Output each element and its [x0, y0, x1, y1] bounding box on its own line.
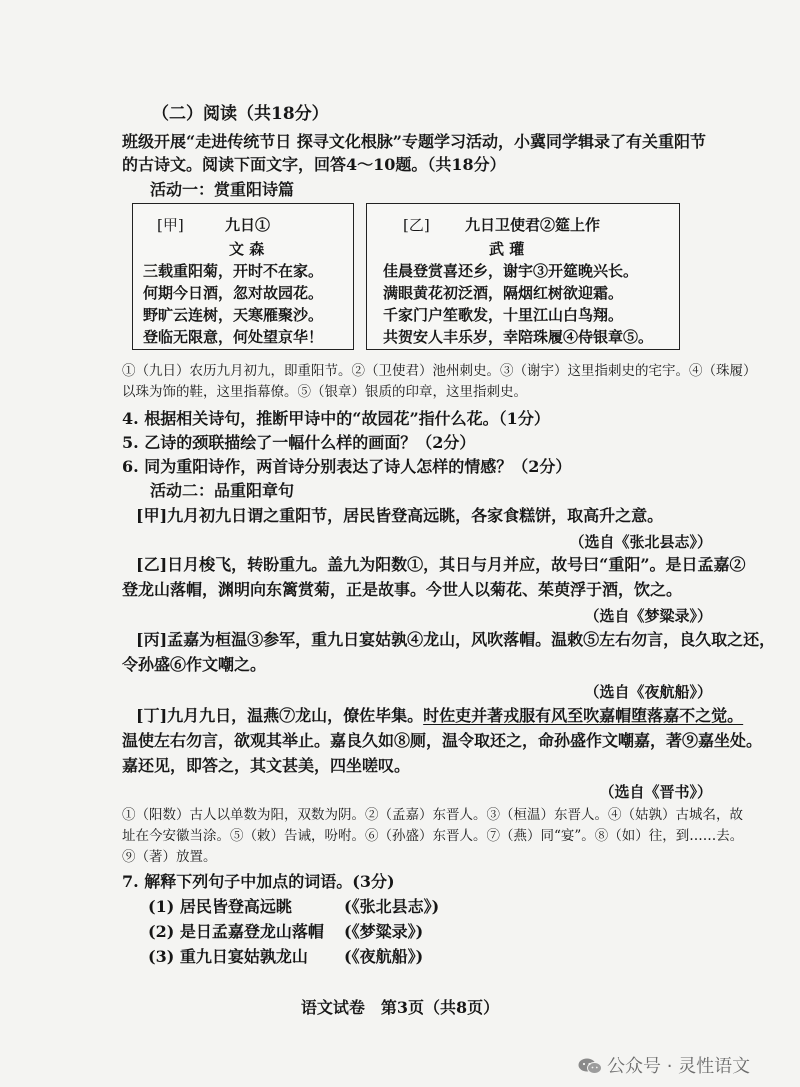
passage-bing-line-1: [丙]孟嘉为桓温③参军，重九日宴姑孰④龙山，风吹落帽。温敕⑤左右勿言，良久取之还， [136, 630, 776, 649]
page-footer: 语文试卷 第3页（共8页） [300, 998, 500, 1017]
passage-yi-line-2: 登龙山落帽，渊明向东篱赏菊，正是故事。今世人以菊花、茱萸浮于酒，饮之。 [122, 580, 683, 599]
passage-jia: [甲]九月初九日谓之重阳节，居民皆登高远眺，各家食糕饼，取高升之意。 [136, 506, 664, 525]
passage-ding-source: （选自《晋书》） [599, 783, 712, 801]
passage-bing-source: （选自《夜航船》） [584, 683, 712, 701]
poem-notes-line-2: 以珠为饰的鞋，这里指幕僚。⑤（银章）银质的印章，这里指刺史。 [122, 384, 527, 400]
passage-ding-line-1-start: [丁]九月九日，温燕⑦龙山，僚佐毕集。 [136, 706, 424, 725]
passage-notes-line-1: ①（阳数）古人以单数为阳，双数为阴。②（孟嘉）东晋人。③（桓温）东晋人。④（姑孰）古城名，故 [122, 807, 743, 823]
q7-item-text: 居民皆登高远眺 [179, 897, 292, 916]
q7-item-source: (《梦粱录》) [344, 922, 424, 941]
passage-notes-line-3: ⑨（著）放置。 [122, 849, 217, 865]
q7-item [148, 947, 308, 967]
poem-jia-line: 三载重阳菊，开时不在家。 [143, 262, 324, 280]
poem-yi-line: 满眼黄花初泛酒，隔烟红树欲迎霜。 [383, 284, 624, 302]
question-6: 6. 同为重阳诗作，两首诗分别表达了诗人怎样的情感？（2分） [122, 457, 572, 476]
poem-yi-author: 武 瓘 [489, 240, 525, 258]
poem-yi-line: 佳晨登赏喜还乡，谢宇③开筵晚兴长。 [383, 262, 639, 280]
poem-jia-title: 九日① [225, 216, 271, 234]
activity-2-heading: 活动二：品重阳章句 [150, 481, 295, 500]
poem-jia-line: 何期今日酒，忽对故园花。 [143, 284, 324, 302]
q7-item-text: 重九日宴姑孰龙山 [179, 947, 308, 966]
poem-yi-title: 九日卫使君②筵上作 [465, 216, 601, 234]
question-5: 5. 乙诗的颈联描绘了一幅什么样的画面？（2分） [122, 433, 476, 452]
q7-item-source: (《夜航船》) [344, 947, 424, 966]
poem-yi-line: 千家门户笙歌发，十里江山白鸟翔。 [383, 306, 624, 324]
section-title: （二）阅读（共18分） [152, 104, 329, 124]
poem-jia-line: 野旷云连树，天寒雁聚沙。 [143, 306, 324, 324]
q7-item-source: (《张北县志》) [344, 897, 440, 916]
passage-ding-line-1 [136, 706, 743, 726]
watermark-text: 公众号 · 灵性语文 [607, 1056, 751, 1077]
passage-ding-line-2: 温使左右勿言，欲观其举止。嘉良久如⑧厕，温令取还之，命孙盛作文嘲嘉，著⑨嘉坐处。 [122, 731, 763, 750]
q7-item [148, 897, 292, 917]
intro-line-2: 的古诗文。阅读下面文字，回答4～10题。（共18分） [122, 155, 506, 174]
activity-1-heading: 活动一：赏重阳诗篇 [150, 180, 295, 199]
wechat-icon [577, 1057, 603, 1075]
q7-item-number: (2) [148, 922, 175, 941]
poem-jia-author: 文 森 [229, 240, 265, 258]
q7-item-text: 是日孟嘉登龙山落帽 [179, 922, 324, 941]
passage-ding-line-3: 嘉还见，即答之，其文甚美，四坐嗟叹。 [122, 756, 411, 775]
poem-jia-line: 登临无限意，何处望京华！ [143, 328, 324, 346]
passage-yi-line-1: [乙]日月梭飞，转盼重九。盖九为阳数①，其日与月并应，故号曰“重阳”。是日孟嘉② [136, 555, 746, 574]
poem-yi-box [366, 203, 680, 350]
watermark [577, 1052, 750, 1078]
passage-notes-line-2: 址在今安徽当涂。⑤（敕）告诫，吩咐。⑥（孙盛）东晋人。⑦（燕）同“宴”。⑧（如）往，到……去。 [122, 828, 744, 844]
question-4: 4. 根据相关诗句，推断甲诗中的“故园花”指什么花。（1分） [122, 409, 550, 428]
q7-item-number: (3) [148, 947, 175, 966]
q7-item [148, 922, 324, 942]
passage-bing-line-2: 令孙盛⑥作文嘲之。 [122, 655, 267, 674]
poem-notes-line-1: ①（九日）农历九月初九，即重阳节。②（卫使君）池州刺史。③（谢宇）这里指刺史的宅宇。④（珠履） [122, 363, 757, 379]
poem-yi-label: [乙] [403, 216, 430, 234]
poem-jia-label: [甲] [157, 216, 184, 234]
q7-item-number: (1) [148, 897, 175, 916]
passage-jia-source: （选自《张北县志》） [569, 533, 712, 551]
poem-yi-line: 共贺安人丰乐岁，幸陪珠履④侍银章⑤。 [383, 328, 654, 346]
passage-ding-underlined-sentence: 时佐吏并著戎服有风至吹嘉帽堕落嘉不之觉。 [423, 706, 744, 725]
passage-yi-source: （选自《梦粱录》） [584, 607, 712, 625]
poem-jia-box [132, 203, 354, 350]
intro-line-1: 班级开展“走进传统节日 探寻文化根脉”专题学习活动，小冀同学辑录了有关重阳节 [122, 132, 706, 151]
question-7-prompt: 7. 解释下列句子中加点的词语。(3分) [122, 872, 395, 891]
